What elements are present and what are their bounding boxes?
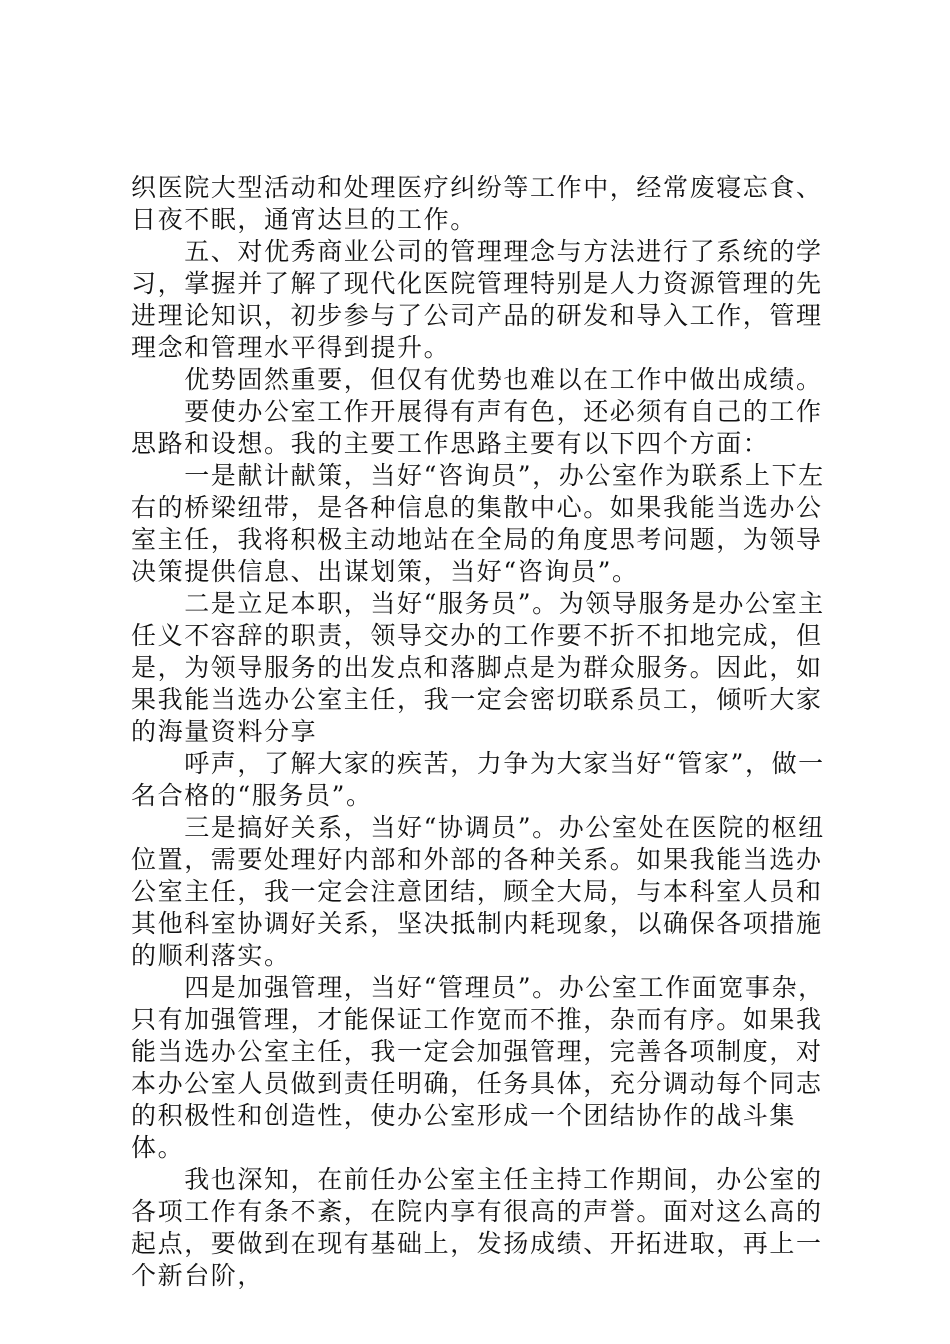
paragraph: 优势固然重要，但仅有优势也难以在工作中做出成绩。 — [131, 365, 823, 394]
paragraph: 三是搞好关系，当好“协调员”。办公室处在医院的枢纽位置，需要处理好内部和外部的各种关系。如果我能当选办公室主任，我一定会注意团结，顾全大局，与本科室人员和其他科室协调好关系，坚决抵制内耗现象，以确保各项措施的顺利落实。 — [131, 813, 825, 970]
paragraph: 织医院大型活动和处理医疗纠纷等工作中，经常废寝忘食、日夜不眠，通宵达旦的工作。 — [131, 173, 823, 234]
paragraph: 我也深知，在前任办公室主任主持工作期间，办公室的各项工作有条不紊，在院内享有很高的声誉。面对这么高的起点，要做到在现有基础上，发扬成绩、开拓进取，再上一个新台阶， — [131, 1165, 823, 1290]
document-body — [131, 172, 831, 1292]
paragraph: 一是献计献策，当好“咨询员”，办公室作为联系上下左右的桥梁纽带，是各种信息的集散中心。如果我能当选办公室主任，我将积极主动地站在全局的角度思考问题，为领导决策提供信息、出谋划策，当好“咨询员”。 — [131, 461, 825, 586]
paragraph: 呼声，了解大家的疾苦，力争为大家当好“管家”，做一名合格的“服务员”。 — [131, 749, 825, 810]
paragraph: 四是加强管理，当好“管理员”。办公室工作面宽事杂，只有加强管理，才能保证工作宽而不推，杂而有序。如果我能当选办公室主任，我一定会加强管理，完善各项制度，对本办公室人员做到责任明确，任务具体，充分调动每个同志的积极性和创造性，使办公室形成一个团结协作的战斗集体。 — [131, 973, 825, 1162]
paragraph: 要使办公室工作开展得有声有色，还必须有自己的工作思路和设想。我的主要工作思路主要有以下四个方面： — [131, 397, 823, 458]
paragraph: 五、对优秀商业公司的管理理念与方法进行了系统的学习，掌握并了解了现代化医院管理特别是人力资源管理的先进理论知识，初步参与了公司产品的研发和导入工作，管理理念和管理水平得到提升。 — [131, 237, 823, 362]
paragraph: 二是立足本职，当好“服务员”。为领导服务是办公室主任义不容辞的职责，领导交办的工作要不折不扣地完成，但是，为领导服务的出发点和落脚点是为群众服务。因此，如果我能当选办公室主任，我一定会密切联系员工，倾听大家的海量资料分享 — [131, 589, 825, 746]
